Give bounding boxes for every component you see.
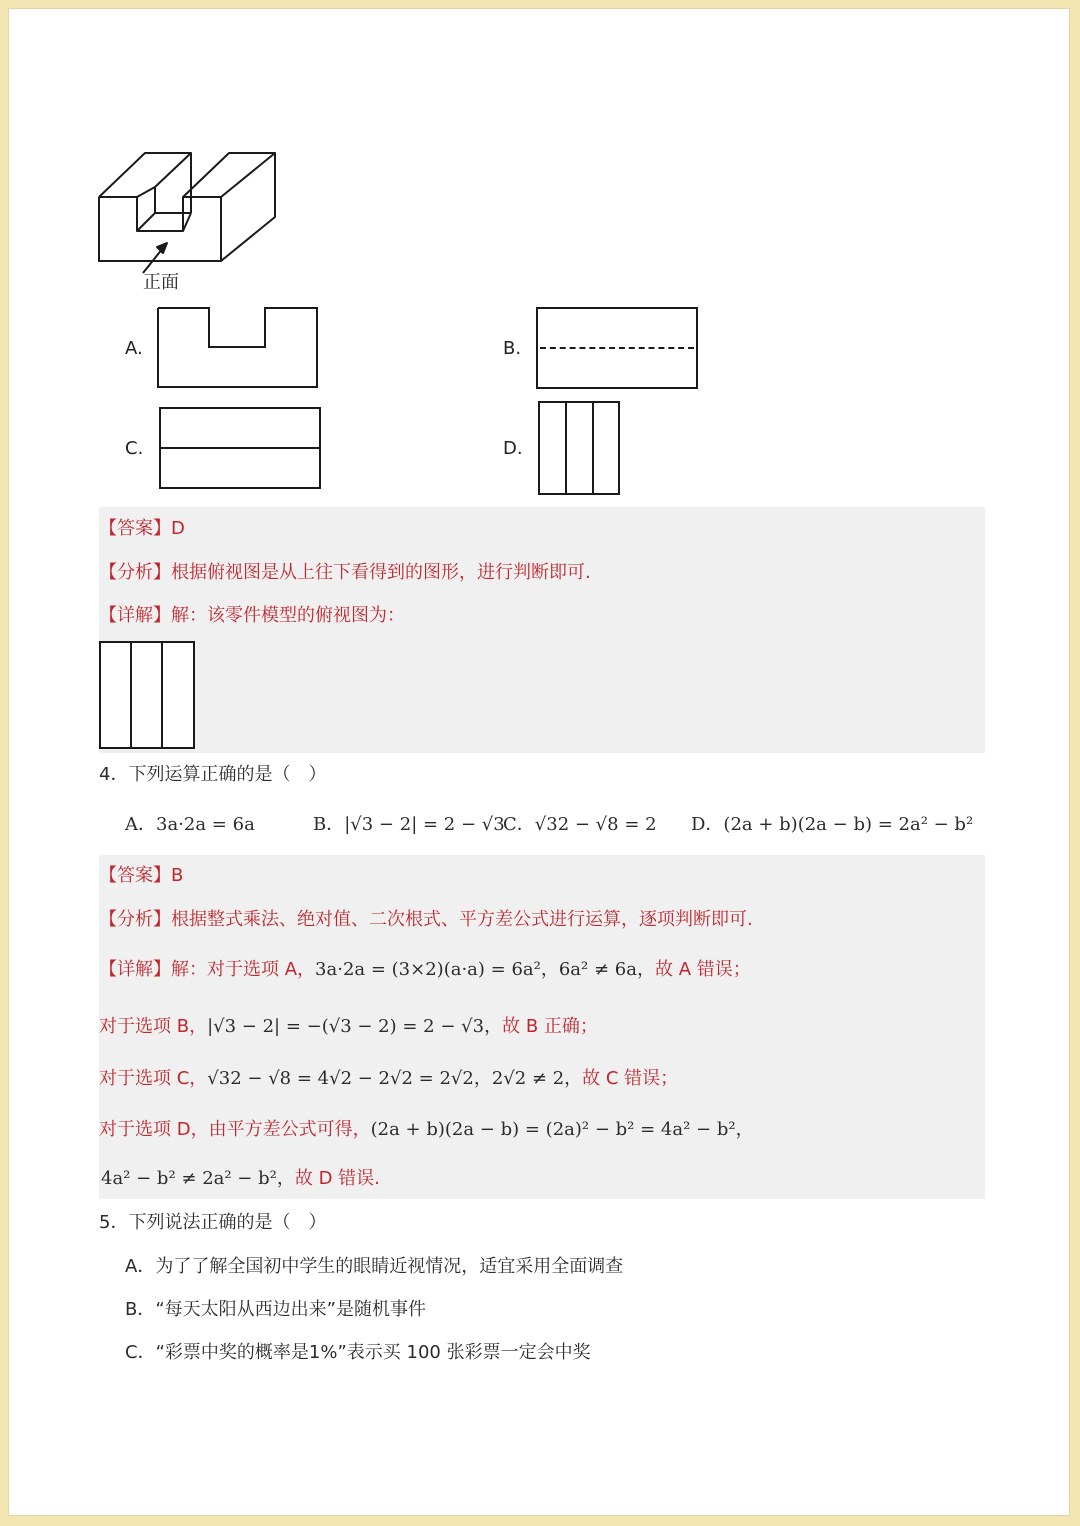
q4-option-b: B．|√3 − 2| = 2 − √3 <box>313 814 505 835</box>
q4-option-c: C．√32 − √8 = 2 <box>503 814 657 835</box>
option-c-figure <box>159 407 321 489</box>
q4-detail-line-3: 对于选项 C，√32 − √8 = 4√2 − 2√2 = 2√2，2√2 ≠ 2，故 C 错误； <box>99 1068 679 1089</box>
q3-answer: 【答案】D <box>99 518 185 539</box>
option-a-label: A. <box>125 338 143 359</box>
option-c-label: C. <box>125 438 144 459</box>
q5-option-b: B．“每天太阳从西边出来”是随机事件 <box>125 1299 426 1320</box>
option-b-figure <box>536 307 698 389</box>
option-a-figure <box>157 307 319 389</box>
option-d-label: D. <box>503 438 523 459</box>
q3-solution-panel <box>99 507 985 753</box>
q4-detail-line-4: 对于选项 D，由平方差公式可得，(2a + b)(2a − b) = (2a)² − b² = 4a² − b²， <box>99 1119 754 1140</box>
q4-detail-line-2: 对于选项 B，|√3 − 2| = −(√3 − 2) = 2 − √3，故 B 正确； <box>99 1016 598 1037</box>
q4-option-a: A．3a·2a = 6a <box>125 814 255 835</box>
q4-detail-line-1: 【详解】解：对于选项 A，3a·2a = (3×2)(a·a) = 6a²，6a² ≠ 6a，故 A 错误； <box>99 959 751 980</box>
q4-option-d: D．(2a + b)(2a − b) = 2a² − b² <box>691 814 974 835</box>
part-model-figure <box>97 143 287 303</box>
q3-analysis: 【分析】根据俯视图是从上往下看得到的图形，进行判断即可. <box>99 562 591 583</box>
q4-detail-line-5: 4a² − b² ≠ 2a² − b²，故 D 错误. <box>101 1168 380 1189</box>
document-page <box>8 8 1070 1516</box>
q5-option-c: C．“彩票中奖的概率是1%”表示买 100 张彩票一定会中奖 <box>125 1342 591 1363</box>
top-view-figure <box>99 641 195 749</box>
q4-analysis: 【分析】根据整式乘法、绝对值、二次根式、平方差公式进行运算，逐项判断即可. <box>99 909 753 930</box>
option-d-figure <box>538 401 620 495</box>
q4-answer: 【答案】B <box>99 865 184 886</box>
option-b-label: B. <box>503 338 522 359</box>
front-label: 正面 <box>143 272 179 293</box>
q4-stem: 4．下列运算正确的是（ ） <box>99 764 327 785</box>
q3-detail: 【详解】解：该零件模型的俯视图为： <box>99 605 405 626</box>
q5-stem: 5．下列说法正确的是（ ） <box>99 1212 327 1233</box>
q5-option-a: A．为了了解全国初中学生的眼睛近视情况，适宜采用全面调查 <box>125 1256 624 1277</box>
